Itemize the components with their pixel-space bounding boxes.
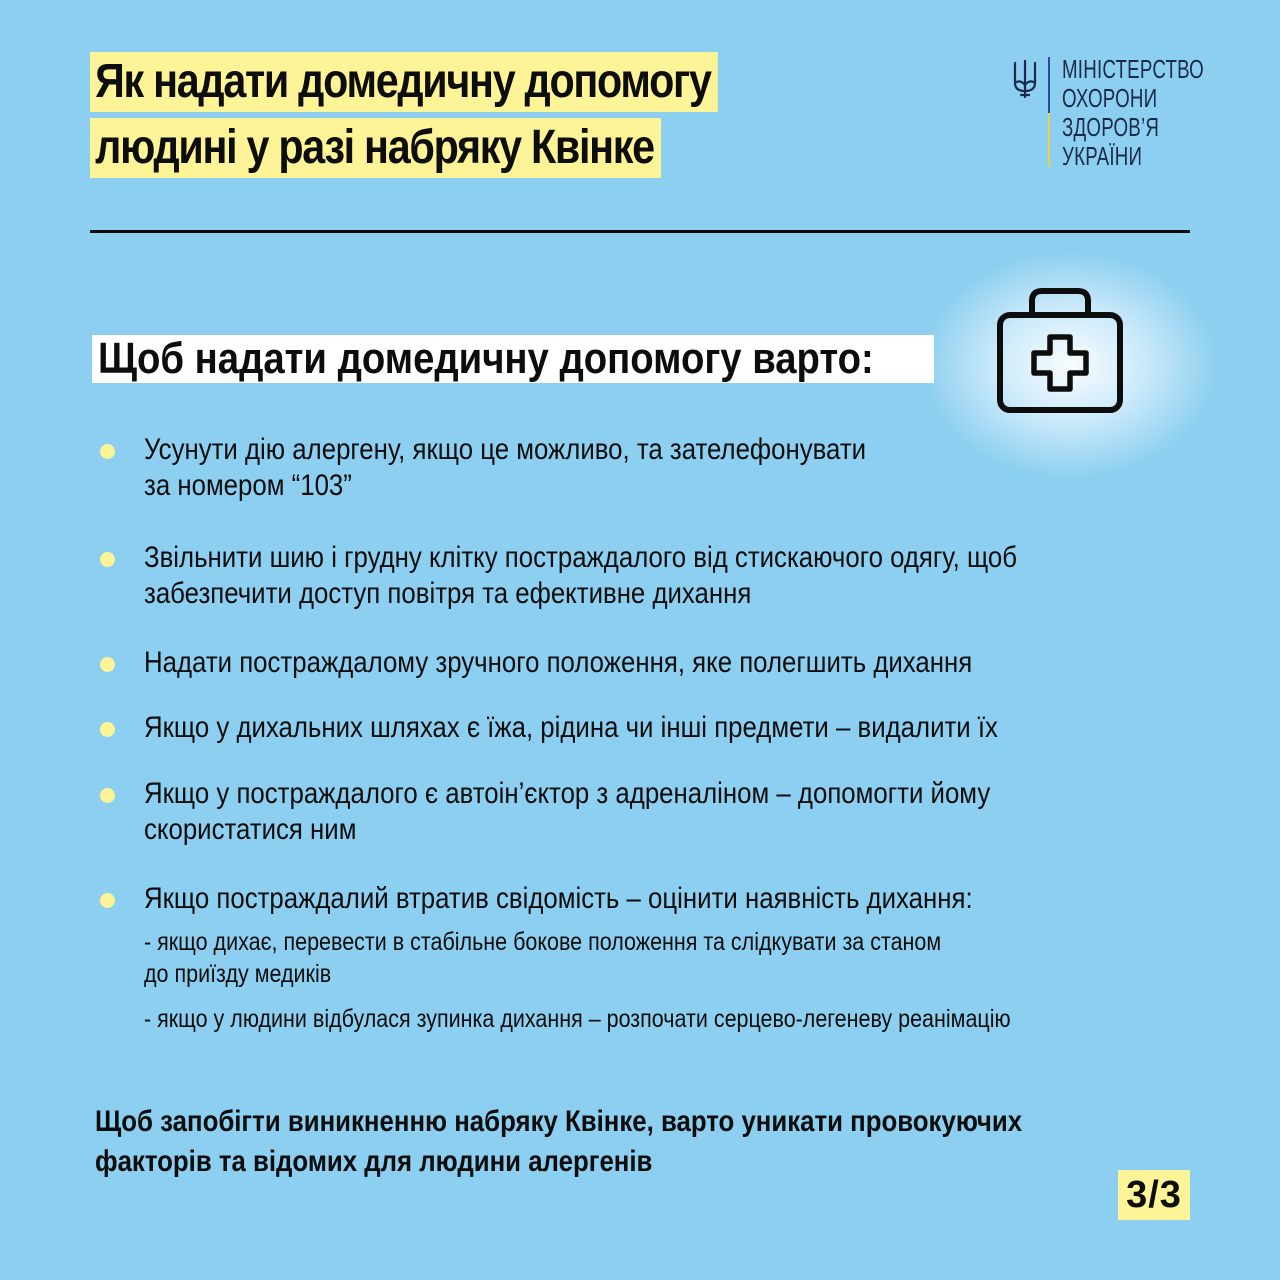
header-divider	[90, 230, 1190, 233]
logo-divider-yellow	[1048, 113, 1050, 167]
logo-text-line: ЗДОРОВ’Я	[1062, 112, 1160, 142]
sub-item-text: - якщо дихає, перевести в стабільне бокове положення та слідкувати за станом до приїзду медиків	[144, 928, 942, 988]
list-item-text: Усунути дію алергену, якщо це можливо, та зателефонувати за номером “103”	[144, 433, 867, 502]
title-line-2: людині у разі набряку Квінке	[90, 118, 661, 178]
title-line-1: Як надати домедичну допомогу	[90, 52, 717, 112]
list-item-text: Надати постраждалому зручного положення, яке полегшить дихання	[144, 646, 973, 679]
logo-text-line: УКРАЇНИ	[1062, 141, 1143, 171]
logo-text-line: ОХОРОНИ	[1062, 83, 1158, 113]
list-item-text: Якщо у дихальних шляхах є їжа, рідина чи інші предмети – видалити їх	[144, 711, 998, 744]
bullet-dot	[100, 444, 115, 459]
bullet-dot	[100, 552, 115, 567]
list-item-text: Якщо у постраждалого є автоін’єктор з адреналіном – допомогти йому скористатися ним	[144, 777, 991, 846]
bullet-dot	[100, 893, 115, 908]
bullet-dot	[100, 788, 115, 803]
bullet-dot	[100, 657, 115, 672]
page-title	[90, 52, 795, 184]
list-item-text: Звільнити шию і грудну клітку постраждалого від стискаючого одягу, щоб забезпечити доступ повітря та ефективне дихання	[144, 541, 1018, 610]
first-aid-kit-icon	[990, 285, 1130, 420]
ministry-logo	[1010, 54, 1204, 171]
logo-text-line: МІНІСТЕРСТВО	[1062, 54, 1204, 84]
trident-icon	[1012, 59, 1038, 99]
sub-item-text: - якщо у людини відбулася зупинка дихання – розпочати серцево-легеневу реанімацію	[144, 1005, 1011, 1033]
bullet-dot	[100, 722, 115, 737]
page-indicator: 3/3	[1118, 1170, 1190, 1220]
logo-text	[1062, 55, 1204, 171]
prevention-note: Щоб запобігти виникненню набряку Квінке, варто уникати провокуючих факторів та відомих для людини алергенів	[95, 1105, 1023, 1178]
section-subtitle-text: Щоб надати домедичну допомогу варто:	[98, 335, 874, 383]
section-subtitle	[92, 335, 934, 383]
logo-divider-blue	[1048, 57, 1050, 113]
list-item-text: Якщо постраждалий втратив свідомість – оцінити наявність дихання:	[144, 882, 973, 915]
